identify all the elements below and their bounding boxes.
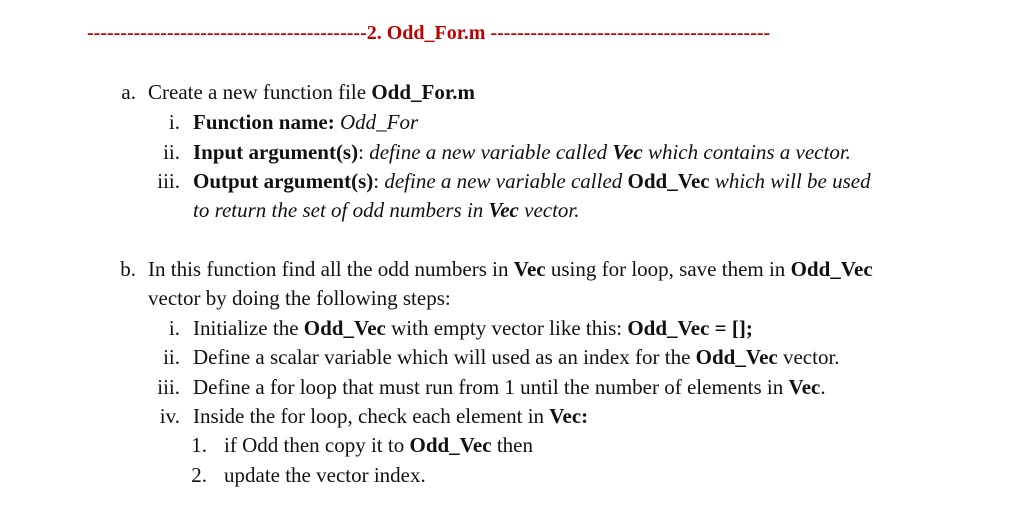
item-b-odd: Odd_Vec xyxy=(790,257,873,281)
item-b-iv-pre: Inside the for loop, check each element in xyxy=(193,404,550,428)
item-a-ii-label: ii. xyxy=(163,140,180,164)
item-a-ii-var: Vec xyxy=(612,140,643,164)
heading-dashes-right: ------------------------------------------ xyxy=(490,22,771,44)
item-b-iii-label: iii. xyxy=(157,375,180,399)
item-b-vec: Vec xyxy=(513,257,546,281)
item-a-file: Odd_For.m xyxy=(371,80,475,104)
item-a-ii-it1: define a new variable called xyxy=(369,140,613,164)
subitem-1-post: then xyxy=(491,433,533,457)
item-a-i-bold: Function name: xyxy=(193,110,335,134)
item-b-iv-label: iv. xyxy=(159,404,180,428)
item-a-iii-colon: : xyxy=(373,169,385,193)
item-a-i-label: i. xyxy=(168,110,180,134)
item-a-text xyxy=(148,79,475,105)
item-b-iii-pre: Define a for loop that must run from 1 until the number of elements in xyxy=(193,375,789,399)
item-b-cont: vector by doing the following steps: xyxy=(148,286,451,310)
item-b-label: b. xyxy=(120,257,136,281)
item-a-iii-cont xyxy=(193,197,580,223)
item-b-mid: using for loop, save them in xyxy=(545,257,791,281)
item-b-iii-text xyxy=(193,374,826,400)
subitem-1-text xyxy=(224,432,533,458)
item-b-ii-b1: Odd_Vec xyxy=(695,345,778,369)
item-a-pre: Create a new function file xyxy=(148,80,372,104)
item-a-ii-text xyxy=(193,139,851,165)
item-a-i-text xyxy=(193,109,418,135)
item-b-i-label: i. xyxy=(168,316,180,340)
item-a-iii-var: Odd_Vec xyxy=(627,169,710,193)
item-a-label: a. xyxy=(121,80,136,104)
item-b-i-pre: Initialize the xyxy=(193,316,304,340)
item-b-i-text xyxy=(193,315,753,341)
item-a-ii-colon: : xyxy=(358,140,370,164)
item-b-pre: In this function find all the odd numbers in xyxy=(148,257,514,281)
item-b-iv-text xyxy=(193,403,588,429)
item-b-ii-text xyxy=(193,344,840,370)
heading-dashes-left: ------------------------------------------ xyxy=(87,22,367,44)
item-b-i-b1: Odd_Vec xyxy=(303,316,386,340)
item-a-iii-it2: which will be used xyxy=(709,169,871,193)
item-b-ii-pre: Define a scalar variable which will used as an index for the xyxy=(193,345,696,369)
item-a-iii-text xyxy=(193,168,871,194)
item-a-iii-it1: define a new variable called xyxy=(384,169,628,193)
item-b-ii-label: ii. xyxy=(163,345,180,369)
subitem-1-pre: if Odd then copy it to xyxy=(224,433,410,457)
subitem-2-text: update the vector index. xyxy=(224,463,426,487)
item-a-iii-cont2: vector. xyxy=(518,198,580,222)
item-b-text xyxy=(148,256,873,282)
item-a-i-italic: Odd_For xyxy=(334,110,419,134)
item-b-iii-b1: Vec xyxy=(788,375,821,399)
item-a-iii-label: iii. xyxy=(157,169,180,193)
heading-title: 2. Odd_For.m xyxy=(366,22,486,44)
item-a-iii-cont1: to return the set of odd numbers in xyxy=(193,198,489,222)
item-b-iv-b1: Vec: xyxy=(549,404,589,428)
item-a-ii-it2: which contains a vector. xyxy=(642,140,851,164)
item-b-ii-post: vector. xyxy=(777,345,840,369)
item-b-iii-post: . xyxy=(820,375,826,399)
subitem-2-label: 2. xyxy=(191,463,207,487)
item-b-i-mid: with empty vector like this: xyxy=(385,316,628,340)
section-heading xyxy=(87,20,770,46)
item-a-iii-cont-var: Vec xyxy=(488,198,519,222)
subitem-1-b1: Odd_Vec xyxy=(409,433,492,457)
subitem-1-label: 1. xyxy=(191,433,207,457)
item-a-iii-bold: Output argument(s) xyxy=(193,169,374,193)
item-a-ii-bold: Input argument(s) xyxy=(193,140,359,164)
item-b-i-b2: Odd_Vec = []; xyxy=(627,316,753,340)
